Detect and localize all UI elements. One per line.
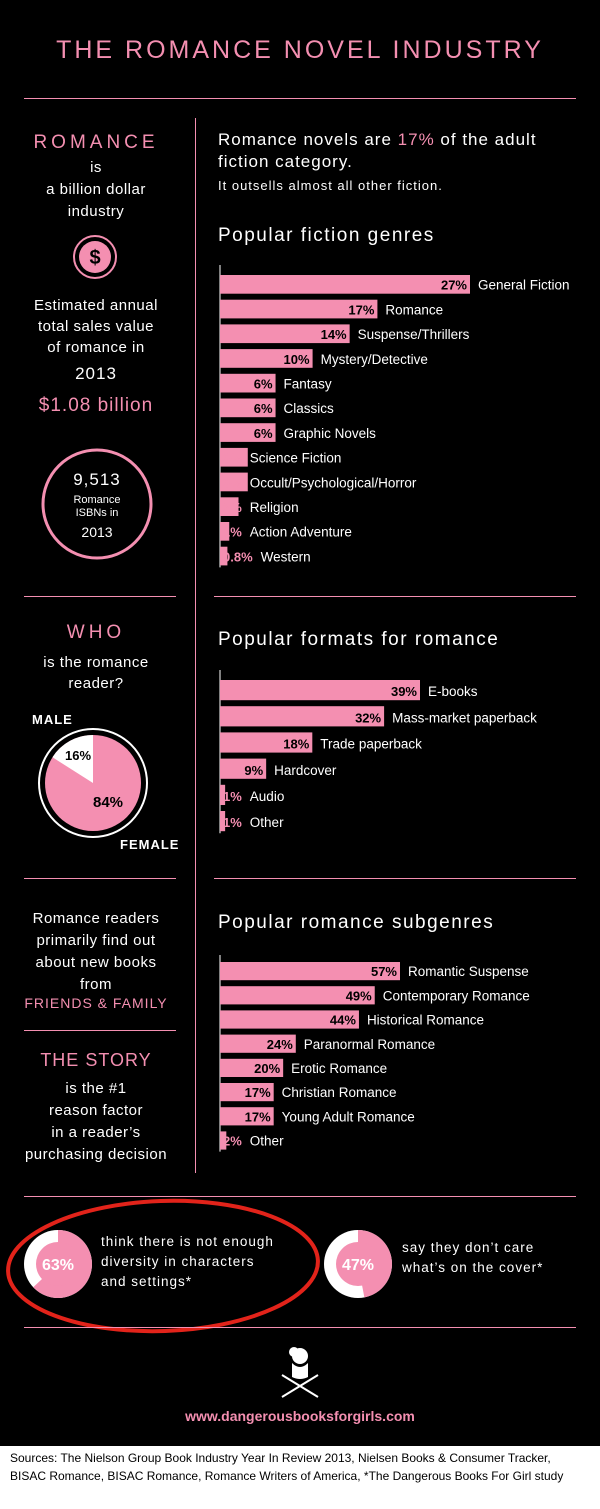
- subgenres-bar-chart: [210, 955, 595, 1155]
- bar-value-hardcover: 9%: [244, 762, 264, 778]
- bar-label-christian-romance: Christian Romance: [281, 1085, 397, 1101]
- bar-label-classics: Classics: [283, 401, 334, 417]
- bar-label-mass-market-paperback: Mass-market paperback: [392, 710, 537, 726]
- bar-value-science-fiction: 3%: [223, 450, 242, 466]
- share-percent: 17%: [397, 130, 435, 149]
- svg-text:$: $: [89, 247, 101, 269]
- female-label: FEMALE: [120, 837, 180, 852]
- estimate-line-2: total sales value: [37, 318, 155, 335]
- bar-value-e-books: 39%: [390, 684, 417, 700]
- divider: [24, 596, 176, 597]
- bar-value-romance: 17%: [348, 302, 375, 318]
- cover-percent: 47%: [341, 1257, 375, 1274]
- bar-label-graphic-novels: Graphic Novels: [283, 425, 376, 441]
- bar-value-mystery-detective: 10%: [283, 351, 310, 367]
- estimate-year: 2013: [75, 364, 117, 383]
- annual-sales-amount: $1.08 billion: [38, 395, 154, 416]
- share-line-1: [218, 130, 537, 150]
- story-line-2: reason factor: [48, 1102, 144, 1119]
- sources: [0, 1449, 600, 1485]
- bar-value-occult-psychological-horror: 3%: [223, 475, 242, 491]
- cover-line-2: what’s on the cover*: [402, 1260, 544, 1275]
- bar-label-western: Western: [260, 549, 311, 565]
- sources-line-1: Sources: The Nielson Group Book Industry Year In Review 2013, Nielsen Books & Consumer Tracker,: [10, 1451, 551, 1465]
- bar-label-erotic-romance: Erotic Romance: [291, 1061, 388, 1076]
- bar-label-fantasy: Fantasy: [283, 376, 332, 392]
- who-line-2: reader?: [68, 675, 124, 692]
- bar-value-erotic-romance: 20%: [254, 1061, 281, 1076]
- bar-label-hardcover: Hardcover: [274, 762, 337, 778]
- story-line-1: is the #1: [65, 1080, 127, 1097]
- discover-line-3: about new books: [35, 954, 157, 971]
- bar-label-historical-romance: Historical Romance: [366, 1012, 484, 1028]
- cover-line-1: say they don’t care: [402, 1240, 535, 1255]
- who-heading: WHO: [66, 622, 126, 643]
- industry-line-1: is: [90, 159, 102, 176]
- male-label: MALE: [32, 712, 73, 727]
- bar-label-audio: Audio: [249, 789, 285, 804]
- bar-label-other: Other: [249, 1133, 284, 1149]
- bar-label-e-books: E-books: [428, 684, 478, 700]
- bar-value-fantasy: 6%: [253, 376, 273, 392]
- divider: [24, 1030, 176, 1031]
- male-percent: 16%: [64, 748, 92, 763]
- industry-line-3: industry: [67, 203, 125, 220]
- divider: [24, 98, 576, 99]
- isbn-line-2: ISBNs in: [75, 507, 119, 519]
- site-url[interactable]: www.dangerousbooksforgirls.com: [185, 1408, 415, 1424]
- story-line-4: purchasing decision: [24, 1146, 168, 1163]
- who-line-1: is the romance: [43, 654, 149, 671]
- bar-value-paranormal-romance: 24%: [266, 1036, 293, 1052]
- share-text-end: of the adult: [440, 130, 537, 149]
- discover-highlight: FRIENDS & FAMILY: [24, 995, 168, 1011]
- bar-value-contemporary-romance: 49%: [345, 988, 372, 1004]
- female-percent: 84%: [92, 794, 124, 811]
- bar-label-romance: Romance: [385, 302, 444, 318]
- discover-line-2: primarily find out: [36, 932, 156, 949]
- share-text: Romance novels are: [218, 130, 392, 149]
- gender-pie-chart: [38, 728, 152, 842]
- share-line-3: It outsells almost all other fiction.: [218, 178, 443, 193]
- bar-label-religion: Religion: [249, 500, 299, 515]
- bar-value-graphic-novels: 6%: [253, 425, 273, 441]
- bar-label-trade-paperback: Trade paperback: [320, 736, 422, 752]
- subgenres-chart-title: Popular romance subgenres: [218, 912, 495, 933]
- bar-value-romantic-suspense: 57%: [370, 964, 397, 980]
- divider: [214, 878, 576, 879]
- bar-label-mystery-detective: Mystery/Detective: [320, 351, 428, 367]
- cover-donut-chart: [322, 1228, 394, 1300]
- bar-label-paranormal-romance: Paranormal Romance: [303, 1036, 436, 1052]
- cover-text: [402, 1238, 543, 1278]
- bar-value-general-fiction: 27%: [440, 277, 467, 293]
- divider: [214, 596, 576, 597]
- bar-value-action-adventure: 1%: [223, 524, 242, 540]
- bar-value-other: 1%: [223, 815, 242, 831]
- sources-line-2: BISAC Romance, BISAC Romance, Romance Writers of America, *The Dangerous Books For Girl study: [10, 1469, 564, 1483]
- bar-value-classics: 6%: [253, 401, 273, 417]
- story-heading: THE STORY: [40, 1050, 152, 1070]
- bar-label-contemporary-romance: Contemporary Romance: [382, 988, 530, 1004]
- discover-line-4: from: [80, 976, 112, 993]
- diversity-percent: 63%: [41, 1257, 75, 1274]
- bar-value-historical-romance: 44%: [329, 1012, 356, 1028]
- annotation-ellipse: [0, 1196, 330, 1340]
- bar-value-religion: 2%: [223, 500, 242, 515]
- industry-line-2: a billion dollar: [46, 181, 146, 198]
- story-line-3: in a reader’s: [51, 1124, 141, 1141]
- bar-value-western: 0.8%: [223, 549, 253, 565]
- bar-value-other: 2%: [223, 1133, 242, 1149]
- bar-value-mass-market-paperback: 32%: [355, 710, 382, 726]
- page-title: THE ROMANCE NOVEL INDUSTRY: [56, 36, 544, 64]
- formats-bar-chart: [210, 670, 595, 845]
- bar-label-other: Other: [249, 815, 284, 831]
- share-line-2: fiction category.: [218, 152, 353, 171]
- estimate-line-1: Estimated annual: [34, 297, 158, 314]
- estimate-line-3: of romance in: [47, 339, 145, 356]
- bar-label-young-adult-romance: Young Adult Romance: [281, 1109, 415, 1125]
- divider: [24, 878, 176, 879]
- diversity-line-1: think there is not enough: [101, 1234, 274, 1249]
- formats-chart-title: Popular formats for romance: [218, 629, 500, 650]
- bar-label-science-fiction: Science Fiction: [249, 450, 342, 466]
- bar-value-christian-romance: 17%: [244, 1085, 271, 1101]
- silhouette-crossed-swords-icon: [278, 1345, 322, 1399]
- diversity-line-3: and settings*: [101, 1274, 193, 1289]
- genres-bar-chart: [210, 265, 595, 575]
- bar-label-action-adventure: Action Adventure: [249, 524, 352, 540]
- bar-general-fiction: [220, 275, 470, 294]
- diversity-line-2: diversity in characters: [101, 1254, 255, 1269]
- genres-chart-title: Popular fiction genres: [218, 225, 435, 246]
- bar-value-suspense-thrillers: 14%: [320, 327, 347, 343]
- dollar-icon: [72, 234, 118, 280]
- column-divider: [195, 118, 196, 1173]
- bar-label-general-fiction: General Fiction: [478, 277, 570, 293]
- bar-label-romantic-suspense: Romantic Suspense: [408, 964, 529, 980]
- bar-label-suspense-thrillers: Suspense/Thrillers: [357, 327, 470, 343]
- industry-heading: ROMANCE: [33, 132, 159, 153]
- bar-value-trade-paperback: 18%: [283, 736, 310, 752]
- discover-line-1: Romance readers: [32, 910, 160, 927]
- divider: [24, 1327, 576, 1328]
- isbn-year: 2013: [81, 524, 113, 540]
- isbn-line-1: Romance: [73, 494, 121, 506]
- bar-value-audio: 1%: [223, 789, 242, 804]
- bar-label-occult-psychological-horror: Occult/Psychological/Horror: [249, 475, 417, 491]
- isbn-count: 9,513: [73, 470, 121, 489]
- bar-value-young-adult-romance: 17%: [244, 1109, 271, 1125]
